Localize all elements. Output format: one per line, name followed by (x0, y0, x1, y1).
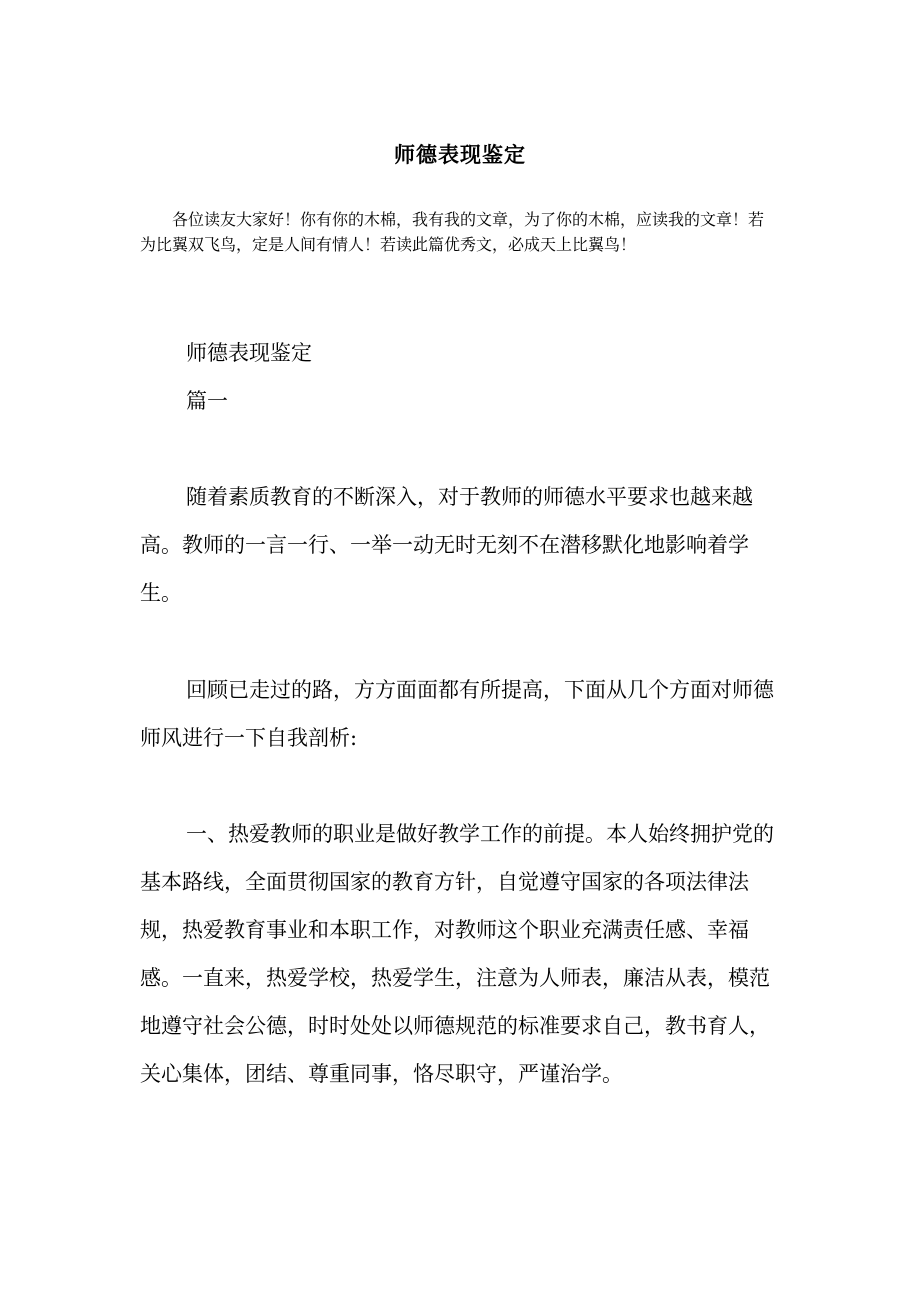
body-paragraph-1: 随着素质教育的不断深入，对于教师的师德水平要求也越来越高。教师的一言一行、一举一动无时无刻不在潜移默化地影响着学生。 (140, 485, 753, 605)
section-label: 篇一 (186, 389, 228, 413)
body-paragraph-3: 一、热爱教师的职业是做好教学工作的前提。本人始终拥护党的基本路线，全面贯彻国家的教育方针，自觉遵守国家的各项法律法规，热爱教育事业和本职工作，对教师这个职业充满责任感、幸福感。一直来，热爱学校，热爱学生，注意为人师表，廉洁从表，模范地遵守社会公德，时时处处以师德规范的标准要求自己，教书育人，关心集体，团结、尊重同事，恪尽职守，严谨治学。 (140, 822, 774, 1086)
document-title: 师德表现鉴定 (394, 142, 526, 167)
document-subtitle: 师德表现鉴定 (186, 341, 312, 365)
intro-paragraph: 各位读友大家好！你有你的木棉，我有我的文章，为了你的木棉，应读我的文章！若为比翼双飞鸟，定是人间有情人！若读此篇优秀文，必成天上比翼鸟！ (140, 210, 765, 254)
body-paragraph-2: 回顾已走过的路，方方面面都有所提高，下面从几个方面对师德师风进行一下自我剖析: (140, 678, 774, 750)
